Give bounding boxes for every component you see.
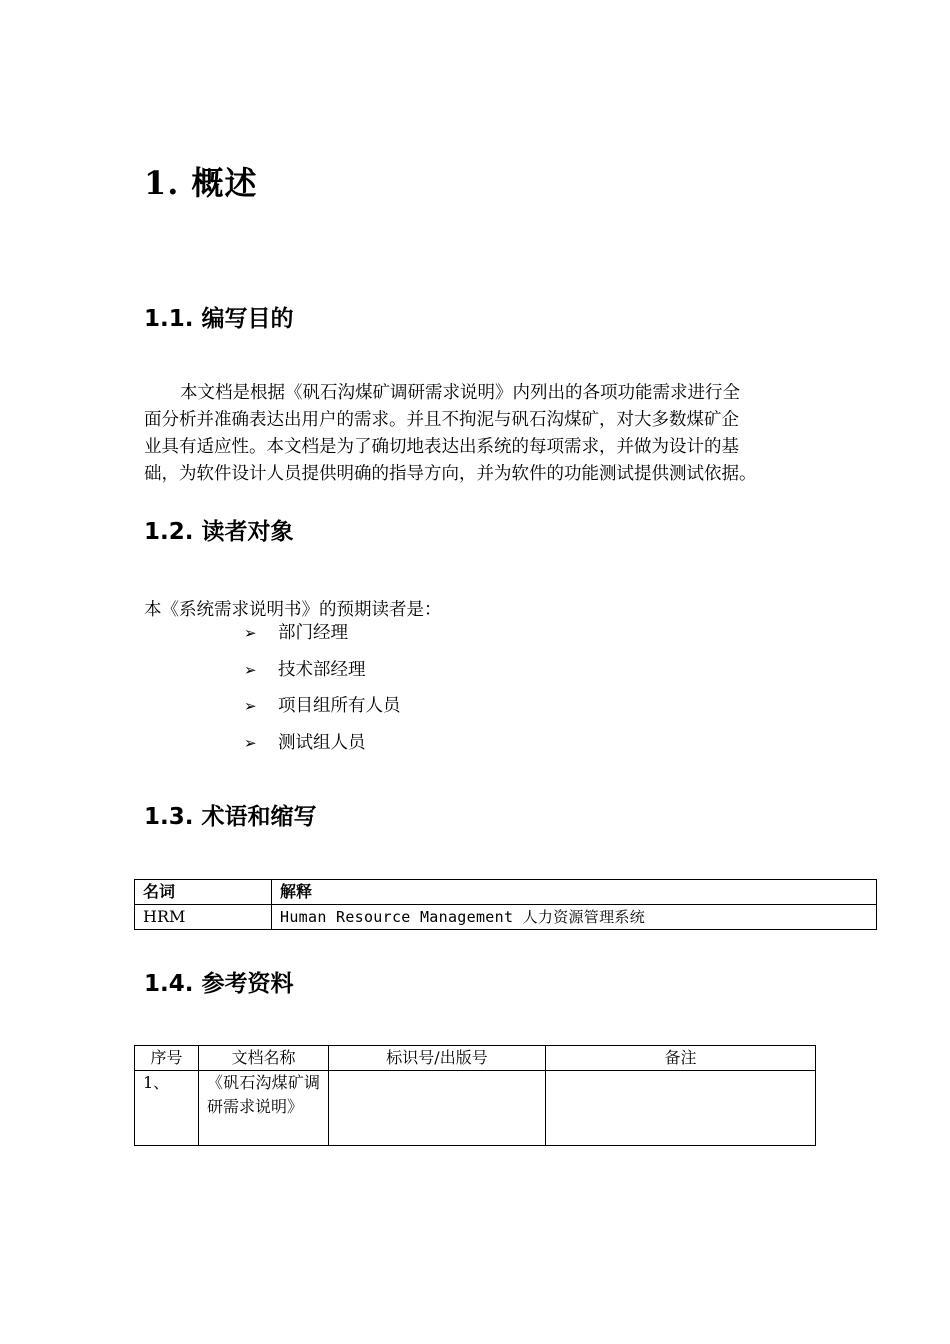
table-header-row: [135, 1046, 816, 1071]
table-header-row: [135, 880, 877, 905]
paragraph-line: 本文档是根据《矾石沟煤矿调研需求说明》内列出的各项功能需求进行全: [180, 383, 740, 403]
readers-intro: 本《系统需求说明书》的预期读者是：: [144, 600, 442, 620]
table-cell: Human Resource Management 人力资源管理系统: [272, 905, 877, 930]
list-item: [244, 620, 401, 657]
table-cell: [546, 1071, 816, 1146]
terms-table: [134, 879, 877, 930]
paragraph-line: 面分析并准确表达出用户的需求。并且不拘泥与矾石沟煤矿，对大多数煤矿企: [144, 410, 739, 430]
list-item: [244, 657, 401, 694]
list-item-label: 技术部经理: [278, 659, 366, 680]
list-item-label: 测试组人员: [278, 732, 366, 753]
table-cell: [329, 1071, 546, 1146]
table-header-cell: 序号: [135, 1046, 199, 1071]
table-cell: HRM: [135, 905, 272, 930]
heading-overview: 1. 概述: [144, 164, 258, 202]
arrow-bullet-icon: ➢: [244, 733, 257, 752]
table-header-cell: 名词: [135, 880, 272, 905]
table-cell: 1、: [135, 1071, 199, 1146]
table-header-cell: 解释: [272, 880, 877, 905]
readers-list: [244, 620, 401, 766]
arrow-bullet-icon: ➢: [244, 697, 257, 715]
table-header-cell: 文档名称: [199, 1046, 329, 1071]
list-item-label: 部门经理: [278, 623, 348, 643]
paragraph-line: 业具有适应性。本文档是为了确切地表达出系统的每项需求，并做为设计的基: [144, 437, 739, 457]
heading-readers: 1.2. 读者对象: [144, 519, 294, 545]
heading-references: 1.4. 参考资料: [144, 971, 294, 997]
table-row: [135, 905, 877, 930]
paragraph-line: 础，为软件设计人员提供明确的指导方向，并为软件的功能测试提供测试依据。: [144, 464, 757, 484]
table-header-cell: 备注: [546, 1046, 816, 1071]
table-header-cell: 标识号/出版号: [329, 1046, 546, 1071]
list-item: [244, 730, 401, 767]
heading-terms: 1.3. 术语和缩写: [144, 804, 317, 830]
purpose-paragraph: [144, 380, 824, 488]
table-row: [135, 1071, 816, 1146]
arrow-bullet-icon: ➢: [244, 624, 257, 642]
list-item: [244, 693, 401, 730]
references-table: [134, 1045, 816, 1146]
arrow-bullet-icon: ➢: [244, 660, 257, 679]
heading-purpose: 1.1. 编写目的: [144, 306, 294, 332]
list-item-label: 项目组所有人员: [278, 696, 401, 716]
table-cell: 《矾石沟煤矿调研需求说明》: [199, 1071, 329, 1146]
